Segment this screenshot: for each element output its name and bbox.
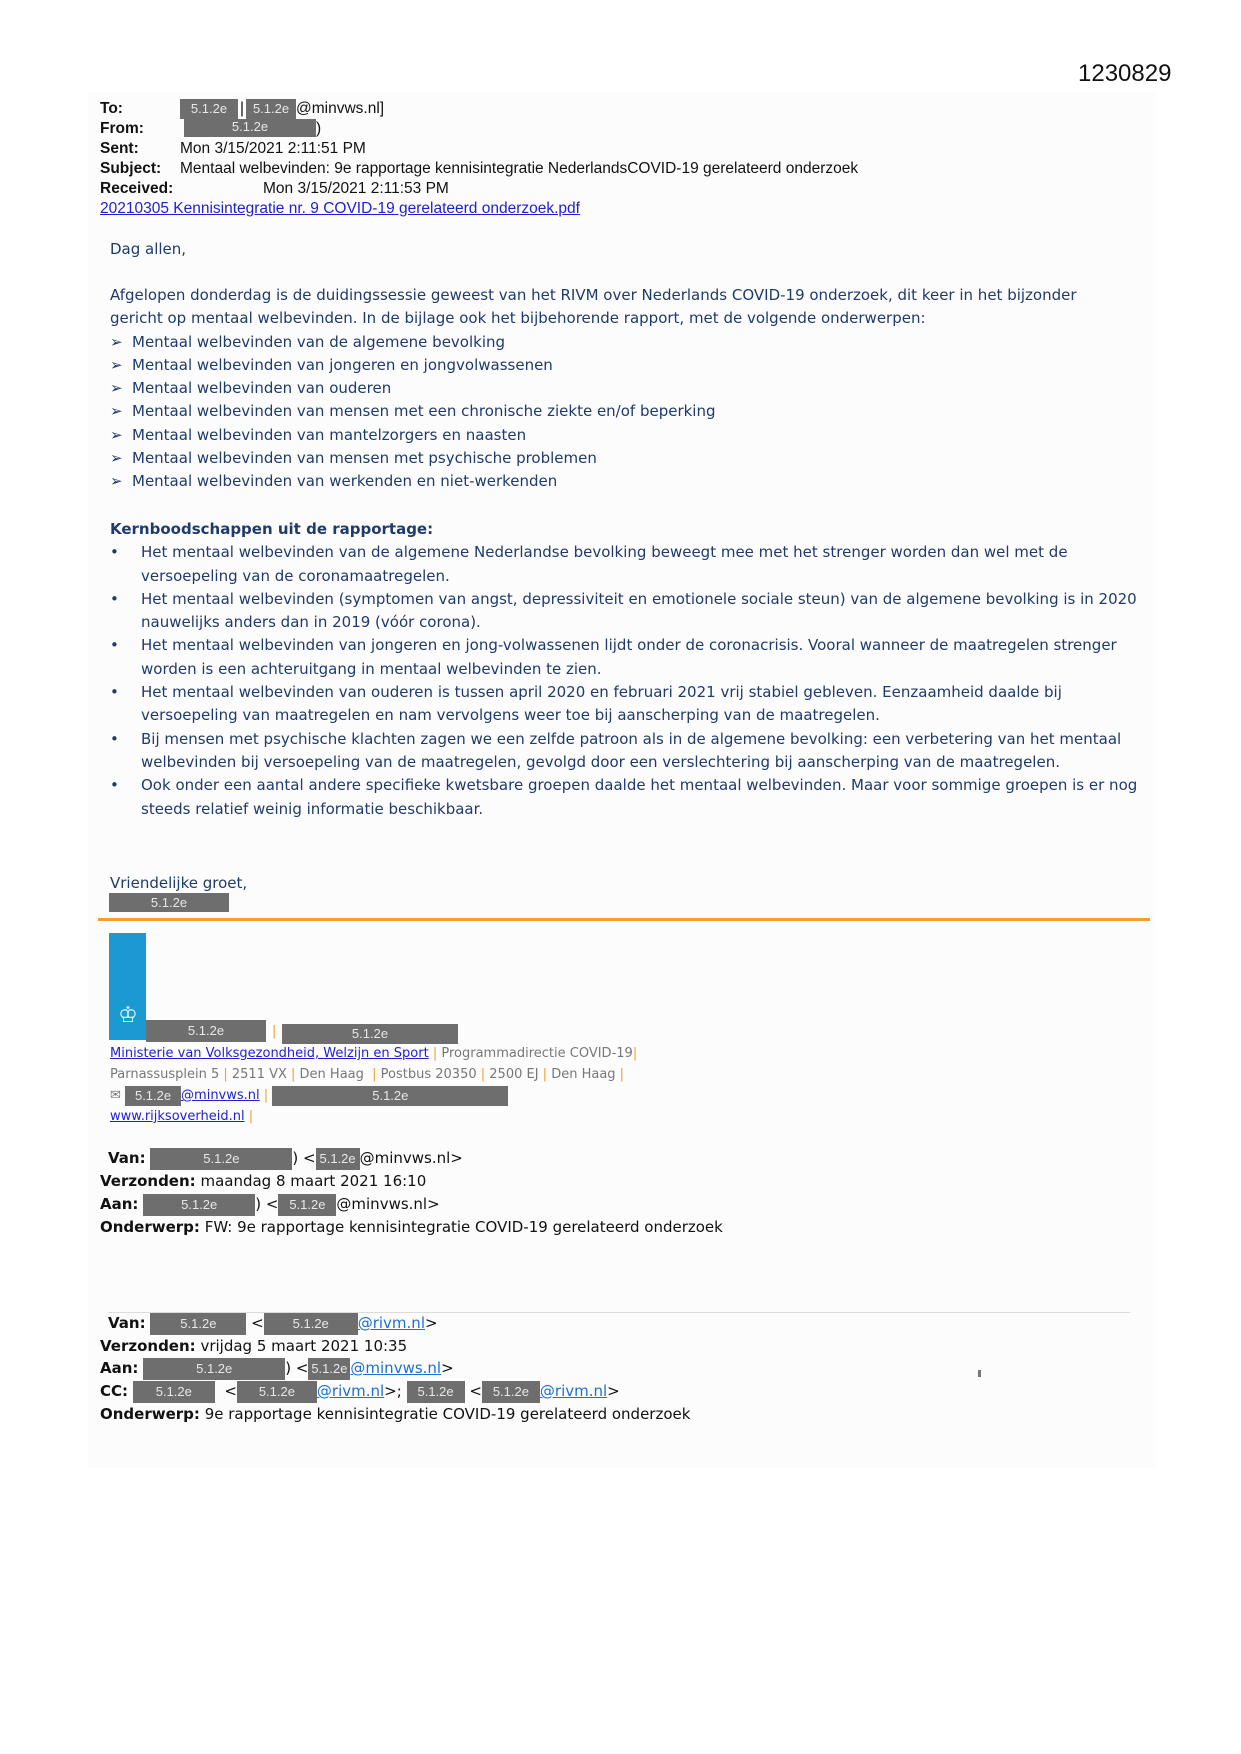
topic-item: ➢ Mentaal welbevinden van werkenden en niet-werkenden [110,470,1077,493]
received-label: Received: [100,180,174,197]
redacted-field: 5.1.2e [407,1381,465,1403]
redacted-field: 5.1.2e [125,1086,181,1106]
sent-value: Mon 3/15/2021 2:11:51 PM [180,140,366,157]
key-messages-title: Kernboodschappen uit de rapportage: [110,520,434,538]
rivm-link[interactable]: @rivm.nl [357,1314,425,1332]
received-row [100,179,449,199]
received-value: Mon 3/15/2021 2:11:53 PM [263,180,449,197]
signature-divider [98,918,1150,921]
greeting: Dag allen, [110,240,187,258]
redacted-field: 5.1.2e [246,99,296,119]
from-label: From: [100,120,144,137]
website-link[interactable]: www.rijksoverheid.nl [110,1109,245,1124]
closing: Vriendelijke groet, [110,874,248,892]
redacted-field: 5.1.2e [150,1148,292,1170]
redacted-field: 5.1.2e [237,1381,317,1403]
sent-row [100,139,366,159]
subject-label: Subject: [100,160,162,177]
topic-item: ➢ Mentaal welbevinden van mantelzorgers en naasten [110,424,1077,447]
signature-ministry-row: Ministerie van Volksgezondheid, Welzijn en Sport | Programmadirectie COVID-19| [110,1046,638,1061]
topic-item: ➢ Mentaal welbevinden van ouderen [110,377,1077,400]
email-link[interactable]: @minvws.nl [181,1088,260,1103]
to-suffix: @minvws.nl] [296,100,385,117]
redacted-field: 5.1.2e [184,119,316,137]
arrow-bullet-icon: ➢ [110,332,123,351]
department: Programmadirectie COVID-19 [441,1046,633,1061]
signature-address-row: Parnassusplein 5 | 2511 VX | Den Haag | Postbus 20350 | 2500 EJ | Den Haag | [110,1067,625,1082]
fw2-aan-row: Aan: 5.1.2e ) < 5.1.2e @minvws.nl> [100,1358,454,1380]
key-message-item: • Bij mensen met psychische klachten zagen we een zelfde patroon als in de algemene bevolking: een verbetering van het mentaal welbevinden bij versoepeling van de maatregelen, gevolgd door een verslechtering bij aanscherping van de maatregelen. [110,729,1122,771]
redacted-field: 5.1.2e [282,1024,458,1044]
minvws-link[interactable]: @minvws.nl [350,1359,442,1377]
from-row [100,119,321,139]
signature-email-row: ✉ 5.1.2e @minvws.nl | 5.1.2e [110,1086,508,1106]
redacted-sender-name: 5.1.2e [109,893,229,912]
attachment-link[interactable]: 20210305 Kennisintegratie nr. 9 COVID-19 gerelateerd onderzoek.pdf [100,200,580,217]
document-number: 1230829 [1078,60,1172,87]
arrow-bullet-icon: ➢ [110,449,123,468]
fw2-onderwerp-row: Onderwerp: 9e rapportage kennisintegratie COVID-19 gerelateerd onderzoek [100,1405,691,1423]
redacted-field: 5.1.2e [316,1148,360,1170]
arrow-bullet-icon: ➢ [110,425,123,444]
attachment-row [100,199,580,219]
topic-item: ➢ Mentaal welbevinden van jongeren en jongvolwassenen [110,354,1077,377]
redacted-field: 5.1.2e [143,1358,285,1380]
signature-website-row: www.rijksoverheid.nl | [110,1109,254,1124]
crest-icon: ♔ [118,1002,138,1027]
redacted-field: 5.1.2e [482,1381,540,1403]
ministry-link[interactable]: Ministerie van Volksgezondheid, Welzijn en Sport [110,1046,429,1061]
topic-item: ➢ Mentaal welbevinden van mensen met psychische problemen [110,447,1077,470]
fw2-cc-row: CC: 5.1.2e < 5.1.2e @rivm.nl>; 5.1.2e < 5.1.2e @rivm.nl> [100,1381,620,1403]
fw1-van-row: Van: 5.1.2e ) < 5.1.2e @minvws.nl> [108,1148,463,1170]
redacted-field: 5.1.2e [272,1086,508,1106]
fw1-onderwerp-row: Onderwerp: FW: 9e rapportage kennisintegratie COVID-19 gerelateerd onderzoek [100,1218,723,1236]
sent-label: Sent: [100,140,139,157]
bullet-dot-icon: • [110,589,119,608]
fw2-verzonden-row: Verzonden: vrijdag 5 maart 2021 10:35 [100,1337,408,1355]
scan-artifact [978,1370,981,1377]
bullet-dot-icon: • [110,636,119,655]
intro-line: gericht op mentaal welbevinden. In de bijlage ook het bijbehorende rapport, met de volgende onderwerpen: [110,309,926,328]
separator: | [272,1024,277,1039]
bullet-dot-icon: • [110,776,119,795]
bullet-dot-icon: • [110,543,119,562]
intro-paragraph [110,284,1077,494]
bullet-dot-icon: • [110,729,119,748]
van-label: Van: [108,1149,146,1167]
bullet-dot-icon: • [110,683,119,702]
subject-value: Mentaal welbevinden: 9e rapportage kennisintegratie NederlandsCOVID-19 gerelateerd onderzoek [180,160,859,177]
rivm-link[interactable]: @rivm.nl [539,1382,608,1400]
redacted-field: 5.1.2e [180,99,238,119]
redacted-field: 5.1.2e [146,1020,266,1042]
arrow-bullet-icon: ➢ [110,379,123,398]
fw1-aan-row: Aan: 5.1.2e ) < 5.1.2e @minvws.nl> [100,1194,440,1216]
arrow-bullet-icon: ➢ [110,472,123,491]
redacted-field: 5.1.2e [264,1313,358,1335]
subject-row [100,159,858,179]
topic-item: ➢ Mentaal welbevinden van mensen met een chronische ziekte en/of beperking [110,400,1077,423]
key-message-item: • Het mentaal welbevinden van ouderen is tussen april 2020 en februari 2021 vrij stabiel gebleven. Eenzaamheid daalde bij versoepeling van maatregelen en nam vervolgens weer toe bij aanscherping van de maatregelen. [110,683,1062,725]
key-message-item: • Het mentaal welbevinden van de algemene Nederlandse bevolking beweegt mee met het strenger worden dan wel met de versoepeling van de coronamaatregelen. [110,543,1068,585]
arrow-bullet-icon: ➢ [110,355,123,374]
arrow-bullet-icon: ➢ [110,402,123,421]
fw2-van-row: Van: 5.1.2e < 5.1.2e @rivm.nl> [108,1313,438,1335]
key-message-item: • Het mentaal welbevinden (symptomen van angst, depressiviteit en emotionele sociale steun) van de algemene bevolking is in 2020 nauwelijks anders dan in 2019 (vóór corona). [110,589,1137,632]
intro-line: Afgelopen donderdag is de duidingssessie geweest van het RIVM over Nederlands COVID-19 onderzoek, dit keer in het bijzonder [110,286,1077,304]
redacted-field: 5.1.2e [143,1194,255,1216]
redacted-field: 5.1.2e [150,1313,246,1335]
redacted-field: 5.1.2e [133,1381,215,1403]
key-message-item: • Het mentaal welbevinden van jongeren en jong-volwassenen lijdt onder de coronacrisis. Vooral wanneer de maatregelen strenger worden is een achteruitgang in mentaal welbevinden te zien. [110,636,1117,678]
topic-item: ➢ Mentaal welbevinden van de algemene bevolking [110,331,1077,354]
to-row: To: 5.1.2e | 5.1.2e @minvws.nl] [100,100,385,117]
key-messages [110,518,1151,821]
fw1-verzonden-row: Verzonden: maandag 8 maart 2021 16:10 [100,1172,427,1190]
key-message-item: • Ook onder een aantal andere specifieke kwetsbare groepen daalde het mentaal welbevinden. Maar voor sommige groepen is er nog steeds relatief weinig informatie beschikbaar. [110,776,1138,818]
from-suffix: ) [316,120,322,137]
rivm-link[interactable]: @rivm.nl [316,1382,385,1400]
envelope-icon: ✉ [110,1088,121,1103]
redacted-field: 5.1.2e [308,1358,350,1380]
redacted-field: 5.1.2e [278,1194,336,1216]
to-label: To: [100,100,123,117]
